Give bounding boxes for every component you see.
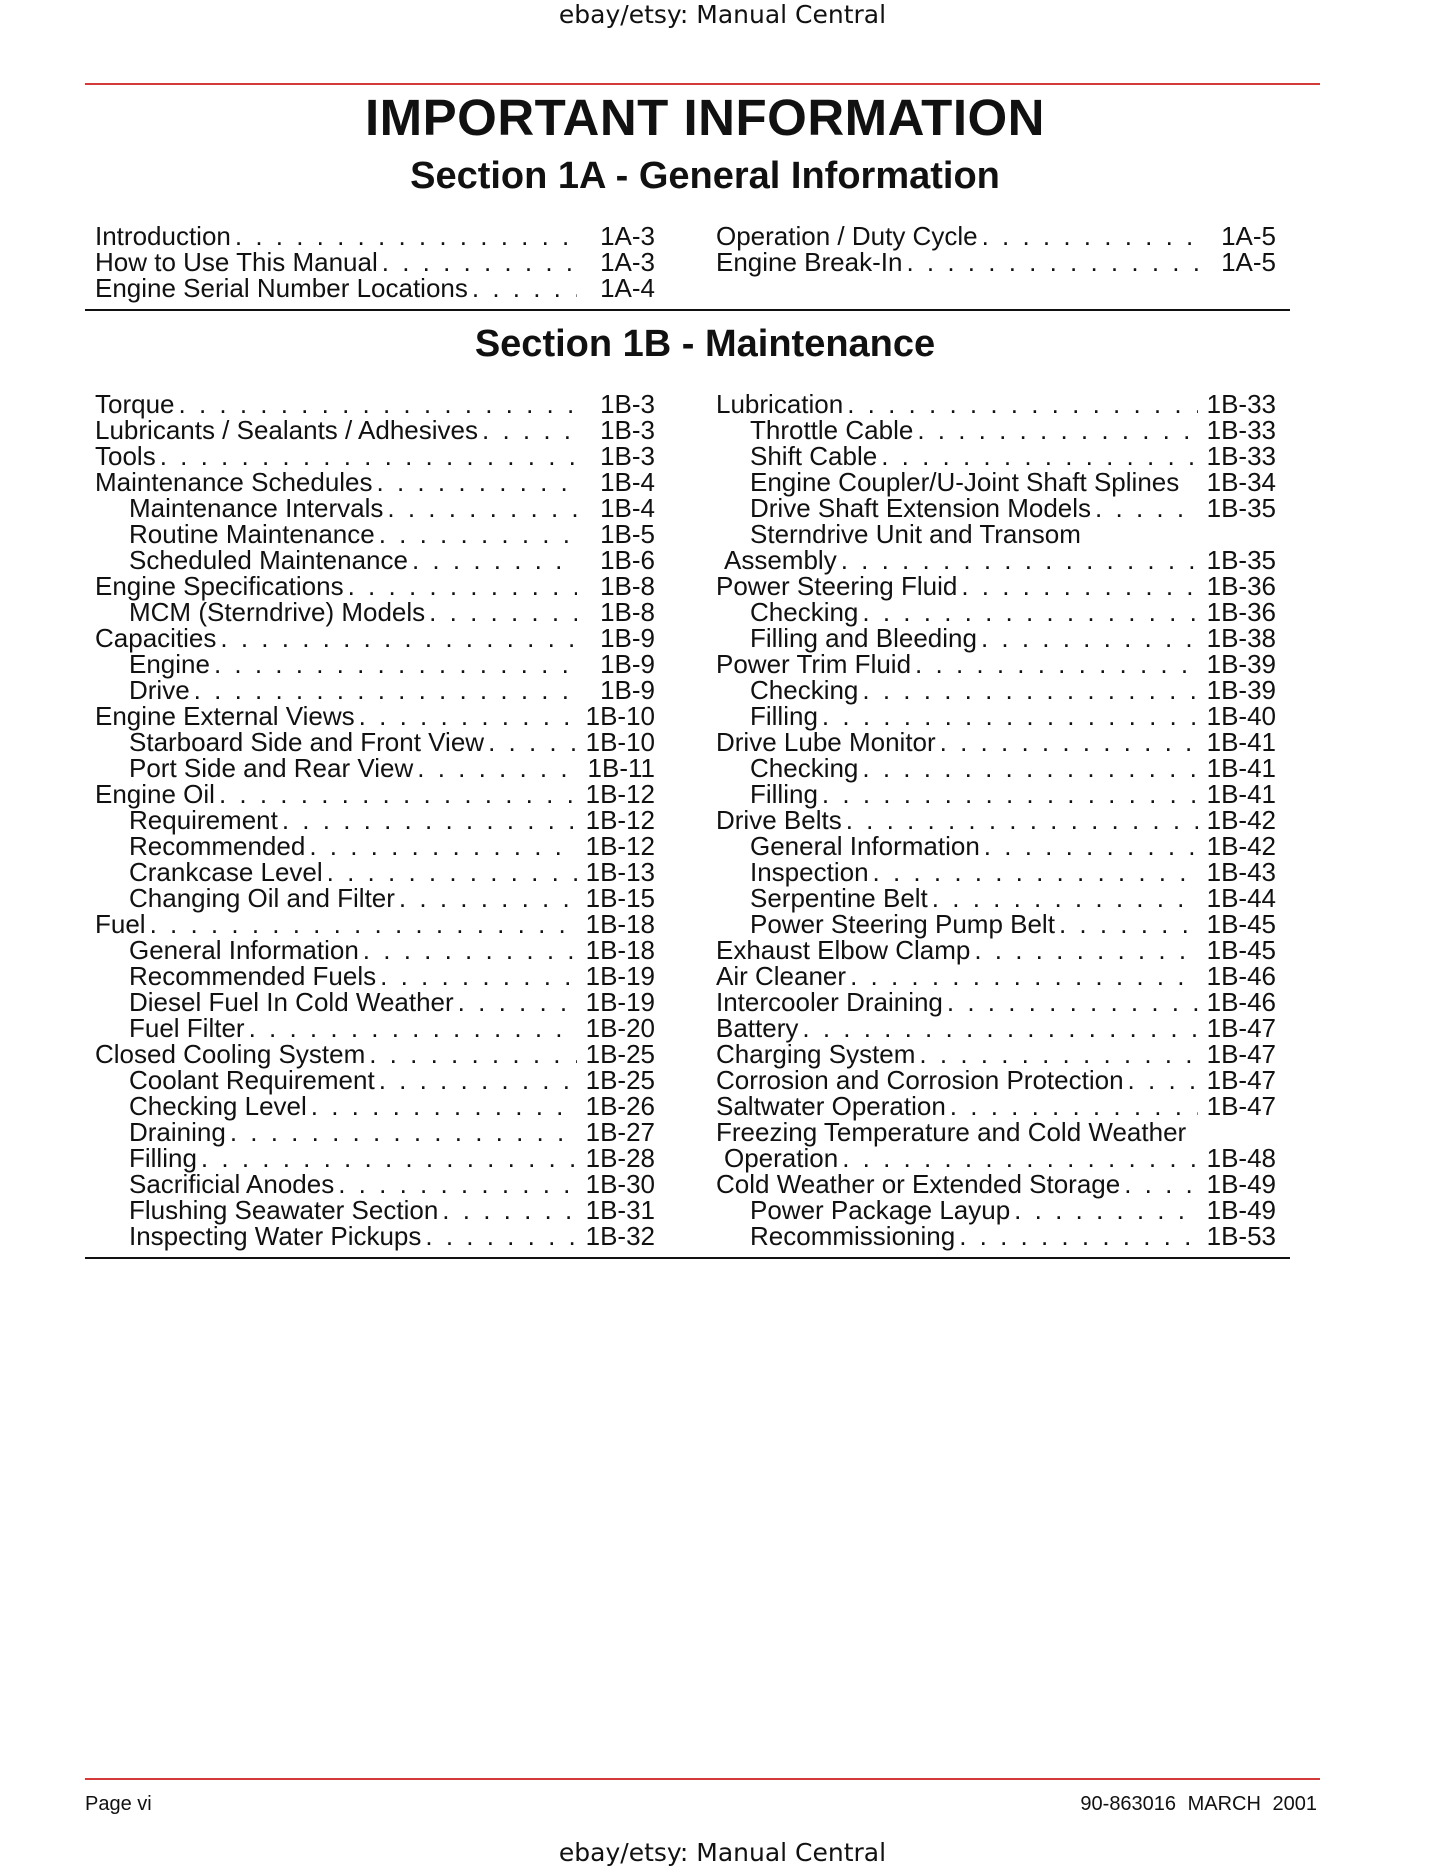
dot-leader — [363, 937, 577, 963]
toc-entry-page: 1B-10 — [585, 727, 655, 757]
footer-red-rule — [85, 1778, 1320, 1780]
toc-entry-label: Maintenance Schedules — [95, 467, 373, 497]
page-title: IMPORTANT INFORMATION — [364, 89, 1046, 146]
dot-leader — [194, 677, 577, 703]
dot-leader — [984, 833, 1198, 859]
toc-entry-page: 1B-53 — [1206, 1221, 1276, 1251]
toc-entry — [95, 963, 655, 989]
dot-leader — [309, 833, 577, 859]
toc-entry-label: Serpentine Belt — [750, 883, 928, 913]
toc-entry-label: Drive Shaft Extension Models — [750, 493, 1092, 523]
toc-entry — [716, 521, 1276, 547]
toc-entry-page: 1B-10 — [585, 701, 655, 731]
footer-document-id: 90-863016 MARCH 2001 — [1080, 1793, 1317, 1815]
toc-entry — [95, 417, 655, 443]
toc-entry-label: Flushing Seawater Section — [129, 1195, 439, 1225]
toc-entry — [95, 937, 655, 963]
toc-entry — [716, 1093, 1276, 1119]
dot-leader — [482, 417, 577, 443]
toc-entry-label: Cold Weather or Extended Storage — [716, 1169, 1121, 1199]
toc-entry — [716, 729, 1276, 755]
toc-entry-label: Inspection — [750, 857, 869, 887]
toc-entry — [716, 391, 1276, 417]
section-1b-title: Section 1B - Maintenance — [474, 323, 936, 365]
toc-entry-label: Drive Belts — [716, 805, 842, 835]
dot-leader — [947, 989, 1198, 1015]
dot-leader — [412, 547, 577, 573]
toc-entry-page: 1B-9 — [600, 649, 655, 679]
toc-entry-label: Engine Break-In — [716, 247, 903, 277]
toc-entry — [95, 1223, 655, 1249]
toc-entry — [716, 937, 1276, 963]
toc-entry — [716, 223, 1276, 249]
toc-entry — [95, 859, 655, 885]
toc-entry — [716, 1067, 1276, 1093]
dot-leader — [359, 703, 577, 729]
toc-entry — [716, 1223, 1276, 1249]
toc-entry-page: 1B-13 — [585, 857, 655, 887]
toc-entry — [716, 651, 1276, 677]
toc-entry — [716, 989, 1276, 1015]
toc-entry-page: 1A-3 — [600, 221, 655, 251]
toc-entry — [95, 1093, 655, 1119]
toc-entry — [716, 1171, 1276, 1197]
header-red-rule — [85, 83, 1320, 85]
section-1a-title: Section 1A - General Information — [410, 155, 1000, 197]
toc-entry-label: Checking — [750, 675, 859, 705]
toc-entry — [716, 1015, 1276, 1041]
toc-entry-page: 1B-35 — [1206, 493, 1276, 523]
toc-entry-page: 1B-3 — [600, 389, 655, 419]
toc-entry-page: 1B-39 — [1206, 675, 1276, 705]
toc-entry-label: Crankcase Level — [129, 857, 323, 887]
toc-entry — [716, 911, 1276, 937]
toc-entry-label: MCM (Sterndrive) Models — [129, 597, 426, 627]
toc-entry-page: 1B-11 — [587, 753, 655, 783]
toc-entry-label: Power Package Layup — [750, 1195, 1011, 1225]
toc-entry — [716, 1119, 1276, 1145]
dot-leader — [230, 1119, 577, 1145]
toc-entry-label: Engine Oil — [95, 779, 215, 809]
toc-entry-page: 1B-3 — [600, 415, 655, 445]
toc-entry-page: 1B-36 — [1206, 571, 1276, 601]
toc-entry-page: 1B-41 — [1206, 753, 1276, 783]
toc-entry — [716, 573, 1276, 599]
dot-leader — [847, 391, 1198, 417]
toc-entry-page: 1B-44 — [1206, 883, 1276, 913]
toc-entry-label: Shift Cable — [750, 441, 878, 471]
toc-entry-page: 1B-20 — [585, 1013, 655, 1043]
toc-entry — [95, 469, 655, 495]
toc-entry-label: Changing Oil and Filter — [129, 883, 395, 913]
dot-leader — [981, 625, 1198, 651]
toc-entry-page: 1B-33 — [1206, 415, 1276, 445]
toc-entry — [95, 275, 655, 301]
dot-leader — [311, 1093, 577, 1119]
toc-entry-page: 1B-18 — [585, 935, 655, 965]
toc-entry-label: Filling — [750, 779, 818, 809]
toc-entry-page: 1B-4 — [600, 467, 655, 497]
toc-entry-page: 1B-48 — [1206, 1143, 1276, 1173]
toc-entry-label: General Information — [750, 831, 980, 861]
toc-entry-page: 1B-26 — [585, 1091, 655, 1121]
toc-entry — [716, 781, 1276, 807]
toc-entry-page: 1B-18 — [585, 909, 655, 939]
toc-entry-page: 1B-4 — [600, 493, 655, 523]
toc-entry-label: Starboard Side and Front View — [129, 727, 485, 757]
toc-entry — [95, 807, 655, 833]
toc-entry — [95, 573, 655, 599]
toc-entry-label: Intercooler Draining — [716, 987, 943, 1017]
toc-entry — [95, 1145, 655, 1171]
toc-entry-label: Corrosion and Corrosion Protection — [716, 1065, 1124, 1095]
toc-entry — [95, 521, 655, 547]
dot-leader — [442, 1197, 577, 1223]
dot-leader — [919, 1041, 1198, 1067]
toc-entry-label: Lubricants / Sealants / Adhesives — [95, 415, 479, 445]
toc-entry-page: 1B-6 — [600, 545, 655, 575]
toc-entry-label: Engine Coupler/U-Joint Shaft Splines — [750, 467, 1180, 497]
toc-entry — [95, 703, 655, 729]
toc-entry-label: Draining — [129, 1117, 226, 1147]
toc-entry — [716, 469, 1276, 495]
toc-entry — [95, 911, 655, 937]
toc-entry — [716, 963, 1276, 989]
toc-entry-label: Sacrificial Anodes — [129, 1169, 335, 1199]
toc-entry-page: 1B-39 — [1206, 649, 1276, 679]
toc-entry-page: 1B-3 — [600, 441, 655, 471]
dot-leader — [382, 249, 577, 275]
toc-entry — [716, 885, 1276, 911]
toc-entry-label: Filling and Bleeding — [750, 623, 977, 653]
toc-entry — [95, 1041, 655, 1067]
toc-entry-page: 1B-49 — [1206, 1169, 1276, 1199]
toc-entry-label: How to Use This Manual — [95, 247, 378, 277]
toc-entry-page: 1B-34 — [1206, 467, 1276, 497]
toc-entry-page: 1A-4 — [600, 273, 655, 303]
watermark-bottom: ebay/etsy: Manual Central — [558, 1838, 887, 1867]
toc-entry — [716, 1197, 1276, 1223]
toc-entry-page: 1B-35 — [1206, 545, 1276, 575]
section-1b-divider — [85, 1257, 1290, 1259]
toc-entry-label: Requirement — [129, 805, 278, 835]
dot-leader — [425, 1223, 577, 1249]
toc-entry-page: 1B-38 — [1206, 623, 1276, 653]
toc-entry-page: 1B-46 — [1206, 961, 1276, 991]
toc-entry — [95, 1171, 655, 1197]
dot-leader — [940, 729, 1198, 755]
toc-entry-page: 1B-8 — [600, 597, 655, 627]
footer-page-number: Page vi — [85, 1793, 152, 1815]
toc-entry-label: Routine Maintenance — [129, 519, 375, 549]
toc-entry — [95, 729, 655, 755]
toc-entry-label: Exhaust Elbow Clamp — [716, 935, 971, 965]
dot-leader — [961, 573, 1198, 599]
toc-entry-page: 1B-42 — [1206, 805, 1276, 835]
dot-leader — [873, 859, 1198, 885]
toc-entry-page: 1B-27 — [585, 1117, 655, 1147]
section-1b-left-column — [95, 391, 655, 1249]
toc-entry-label: Fuel — [95, 909, 146, 939]
dot-leader — [822, 703, 1198, 729]
toc-entry-page: 1B-5 — [600, 519, 655, 549]
dot-leader — [150, 911, 577, 937]
dot-leader — [377, 469, 577, 495]
toc-entry-label: Inspecting Water Pickups — [129, 1221, 422, 1251]
dot-leader — [862, 755, 1198, 781]
toc-entry-page: 1B-19 — [585, 987, 655, 1017]
section-1a-right-column — [716, 223, 1276, 275]
toc-entry-label: Filling — [129, 1143, 197, 1173]
dot-leader — [915, 651, 1198, 677]
toc-entry-label: Checking — [750, 597, 859, 627]
toc-entry — [95, 781, 655, 807]
toc-entry-label: Assembly — [724, 545, 837, 575]
toc-entry-label: Recommended — [129, 831, 306, 861]
dot-leader — [488, 729, 577, 755]
toc-entry-page: 1B-33 — [1206, 441, 1276, 471]
toc-entry — [716, 703, 1276, 729]
dot-leader — [179, 391, 578, 417]
toc-entry-label: Recommended Fuels — [129, 961, 377, 991]
section-1a-left-column — [95, 223, 655, 301]
toc-entry-page: 1B-8 — [600, 571, 655, 601]
toc-entry — [95, 989, 655, 1015]
toc-entry — [716, 859, 1276, 885]
toc-entry-page: 1B-25 — [585, 1039, 655, 1069]
toc-entry-page: 1B-40 — [1206, 701, 1276, 731]
toc-entry-page: 1B-49 — [1206, 1195, 1276, 1225]
dot-leader — [950, 1093, 1198, 1119]
dot-leader — [1059, 911, 1198, 937]
dot-leader — [1014, 1197, 1198, 1223]
toc-entry-page: 1B-15 — [585, 883, 655, 913]
dot-leader — [846, 807, 1198, 833]
watermark-top: ebay/etsy: Manual Central — [558, 0, 887, 29]
toc-entry-page: 1B-45 — [1206, 909, 1276, 939]
dot-leader — [802, 1015, 1198, 1041]
dot-leader — [917, 417, 1198, 443]
toc-entry-page: 1B-36 — [1206, 597, 1276, 627]
dot-leader — [1124, 1171, 1198, 1197]
toc-entry-page: 1B-43 — [1206, 857, 1276, 887]
toc-entry-label: Maintenance Intervals — [129, 493, 384, 523]
toc-entry-label: Operation / Duty Cycle — [716, 221, 978, 251]
toc-entry-label: Diesel Fuel In Cold Weather — [129, 987, 454, 1017]
dot-leader — [417, 755, 577, 781]
toc-entry — [716, 625, 1276, 651]
dot-leader — [338, 1171, 577, 1197]
toc-entry — [95, 1119, 655, 1145]
toc-entry-page: 1B-9 — [600, 623, 655, 653]
toc-entry-label: Fuel Filter — [129, 1013, 245, 1043]
toc-entry-label: Power Steering Fluid — [716, 571, 958, 601]
toc-entry-label: Operation — [724, 1143, 839, 1173]
dot-leader — [399, 885, 577, 911]
toc-entry — [716, 807, 1276, 833]
toc-entry — [716, 417, 1276, 443]
dot-leader — [380, 963, 577, 989]
toc-entry — [95, 223, 655, 249]
toc-entry — [95, 599, 655, 625]
toc-entry-page: 1B-46 — [1206, 987, 1276, 1017]
toc-entry — [716, 599, 1276, 625]
toc-entry-label: Checking Level — [129, 1091, 307, 1121]
toc-entry — [716, 249, 1276, 275]
toc-entry-page: 1B-32 — [585, 1221, 655, 1251]
dot-leader — [282, 807, 577, 833]
toc-entry — [716, 1145, 1276, 1171]
toc-entry — [716, 547, 1276, 573]
toc-entry — [716, 495, 1276, 521]
dot-leader — [906, 249, 1198, 275]
dot-leader — [429, 599, 577, 625]
toc-entry-page: 1B-47 — [1206, 1065, 1276, 1095]
dot-leader — [201, 1145, 577, 1171]
toc-entry-page: 1B-30 — [585, 1169, 655, 1199]
dot-leader — [348, 573, 577, 599]
toc-entry — [95, 1015, 655, 1041]
toc-entry-label: Sterndrive Unit and Transom — [750, 519, 1081, 549]
toc-entry-page: 1B-41 — [1206, 779, 1276, 809]
toc-entry-label: Capacities — [95, 623, 217, 653]
toc-entry — [716, 443, 1276, 469]
toc-entry-page: 1B-28 — [585, 1143, 655, 1173]
toc-entry-page: 1A-5 — [1221, 247, 1276, 277]
toc-entry-label: Coolant Requirement — [129, 1065, 375, 1095]
toc-entry-page: 1B-33 — [1206, 389, 1276, 419]
toc-entry-label: Battery — [716, 1013, 799, 1043]
toc-entry — [95, 755, 655, 781]
toc-entry — [95, 885, 655, 911]
toc-entry-label: Air Cleaner — [716, 961, 847, 991]
toc-entry-label: Engine Serial Number Locations — [95, 273, 468, 303]
toc-entry — [95, 1197, 655, 1223]
dot-leader — [850, 963, 1198, 989]
toc-entry-label: Saltwater Operation — [716, 1091, 946, 1121]
toc-entry-label: Power Trim Fluid — [716, 649, 912, 679]
toc-entry-page: 1B-47 — [1206, 1013, 1276, 1043]
toc-entry — [716, 755, 1276, 781]
toc-entry-page: 1B-12 — [585, 805, 655, 835]
dot-leader — [841, 547, 1198, 573]
toc-entry-label: Engine — [129, 649, 210, 679]
toc-entry — [95, 625, 655, 651]
toc-entry-page: 1A-5 — [1221, 221, 1276, 251]
dot-leader — [982, 223, 1198, 249]
dot-leader — [1095, 495, 1198, 521]
toc-entry-page: 1B-12 — [585, 779, 655, 809]
toc-entry-label: Freezing Temperature and Cold Weather — [716, 1117, 1187, 1147]
toc-entry-label: Filling — [750, 701, 818, 731]
toc-entry-label: General Information — [129, 935, 359, 965]
toc-entry — [95, 495, 655, 521]
toc-entry-page: 1B-42 — [1206, 831, 1276, 861]
toc-entry-page: 1B-12 — [585, 831, 655, 861]
toc-entry-label: Scheduled Maintenance — [129, 545, 408, 575]
section-1b-right-column — [716, 391, 1276, 1249]
dot-leader — [932, 885, 1198, 911]
toc-entry-page: 1B-19 — [585, 961, 655, 991]
toc-entry-page: 1B-47 — [1206, 1091, 1276, 1121]
toc-entry-label: Engine External Views — [95, 701, 355, 731]
dot-leader — [235, 223, 577, 249]
toc-entry — [95, 677, 655, 703]
dot-leader — [220, 625, 577, 651]
toc-entry-label: Throttle Cable — [750, 415, 914, 445]
toc-entry-label: Drive — [129, 675, 190, 705]
toc-entry — [716, 677, 1276, 703]
toc-entry-label: Closed Cooling System — [95, 1039, 366, 1069]
toc-entry-label: Drive Lube Monitor — [716, 727, 936, 757]
toc-entry-label: Tools — [95, 441, 156, 471]
dot-leader — [219, 781, 577, 807]
toc-entry — [95, 391, 655, 417]
toc-entry-label: Lubrication — [716, 389, 844, 419]
toc-entry-label: Power Steering Pump Belt — [750, 909, 1055, 939]
dot-leader — [379, 1067, 577, 1093]
toc-entry-page: 1B-25 — [585, 1065, 655, 1095]
toc-entry — [716, 833, 1276, 859]
dot-leader — [327, 859, 577, 885]
toc-entry-label: Charging System — [716, 1039, 916, 1069]
dot-leader — [472, 275, 577, 301]
toc-entry — [95, 651, 655, 677]
toc-entry-page: 1B-9 — [600, 675, 655, 705]
toc-entry — [95, 443, 655, 469]
dot-leader — [974, 937, 1198, 963]
toc-entry-page: 1B-41 — [1206, 727, 1276, 757]
toc-entry — [95, 833, 655, 859]
dot-leader — [160, 443, 577, 469]
toc-entry-label: Torque — [95, 389, 175, 419]
toc-entry — [95, 547, 655, 573]
dot-leader — [862, 677, 1198, 703]
dot-leader — [369, 1041, 577, 1067]
toc-entry — [95, 249, 655, 275]
dot-leader — [379, 521, 577, 547]
toc-entry-page: 1B-47 — [1206, 1039, 1276, 1069]
section-1a-divider — [85, 309, 1290, 311]
toc-entry-page: 1B-45 — [1206, 935, 1276, 965]
toc-entry-label: Introduction — [95, 221, 231, 251]
toc-entry — [95, 1067, 655, 1093]
dot-leader — [214, 651, 577, 677]
toc-entry-label: Engine Specifications — [95, 571, 344, 601]
toc-entry-page: 1B-31 — [585, 1195, 655, 1225]
dot-leader — [458, 989, 577, 1015]
dot-leader — [822, 781, 1198, 807]
dot-leader — [881, 443, 1198, 469]
dot-leader — [1128, 1067, 1198, 1093]
toc-entry-page: 1A-3 — [600, 247, 655, 277]
toc-entry — [716, 1041, 1276, 1067]
toc-entry-label: Port Side and Rear View — [129, 753, 414, 783]
toc-entry-label: Checking — [750, 753, 859, 783]
dot-leader — [959, 1223, 1198, 1249]
dot-leader — [862, 599, 1198, 625]
dot-leader — [842, 1145, 1198, 1171]
dot-leader — [249, 1015, 577, 1041]
toc-entry-label: Recommissioning — [750, 1221, 956, 1251]
dot-leader — [387, 495, 577, 521]
